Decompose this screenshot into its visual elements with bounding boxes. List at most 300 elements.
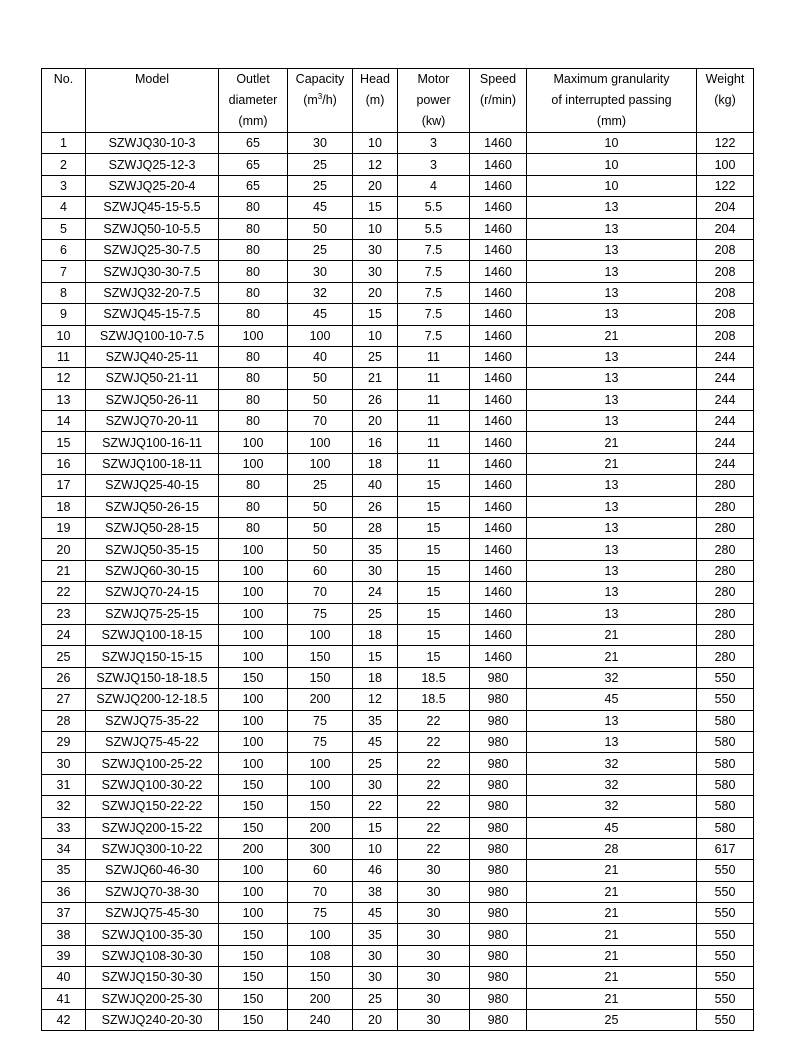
cell-max-granularity: 21 <box>527 945 697 966</box>
cell-speed: 1460 <box>470 175 527 196</box>
table-row <box>42 560 754 581</box>
cell-weight: 244 <box>697 346 754 367</box>
cell-outlet-diameter: 80 <box>219 282 288 303</box>
cell-no: 19 <box>42 518 86 539</box>
table-row <box>42 796 754 817</box>
cell-head: 30 <box>353 560 398 581</box>
cell-motor-power: 7.5 <box>398 261 470 282</box>
cell-weight: 208 <box>697 325 754 346</box>
cell-motor-power: 22 <box>398 731 470 752</box>
cell-no: 13 <box>42 389 86 410</box>
cell-model: SZWJQ75-45-30 <box>86 903 219 924</box>
cell-no: 14 <box>42 411 86 432</box>
cell-speed: 1460 <box>470 646 527 667</box>
cell-outlet-diameter: 100 <box>219 710 288 731</box>
cell-max-granularity: 21 <box>527 860 697 881</box>
cell-model: SZWJQ60-46-30 <box>86 860 219 881</box>
cell-capacity: 32 <box>288 282 353 303</box>
cell-no: 17 <box>42 475 86 496</box>
table-row <box>42 453 754 474</box>
table-row <box>42 261 754 282</box>
cell-capacity: 50 <box>288 218 353 239</box>
cell-motor-power: 30 <box>398 988 470 1009</box>
cell-max-granularity: 21 <box>527 624 697 645</box>
table-row <box>42 667 754 688</box>
cell-speed: 980 <box>470 881 527 902</box>
cell-max-granularity: 13 <box>527 475 697 496</box>
cell-no: 2 <box>42 154 86 175</box>
cell-weight: 280 <box>697 539 754 560</box>
cell-max-granularity: 13 <box>527 496 697 517</box>
cell-model: SZWJQ150-18-18.5 <box>86 667 219 688</box>
cell-no: 34 <box>42 838 86 859</box>
cell-outlet-diameter: 80 <box>219 389 288 410</box>
cell-head: 30 <box>353 967 398 988</box>
cell-head: 35 <box>353 710 398 731</box>
cell-model: SZWJQ50-26-15 <box>86 496 219 517</box>
table-row <box>42 239 754 260</box>
cell-head: 20 <box>353 411 398 432</box>
cell-model: SZWJQ100-18-11 <box>86 453 219 474</box>
cell-capacity: 70 <box>288 582 353 603</box>
cell-outlet-diameter: 150 <box>219 945 288 966</box>
cell-head: 20 <box>353 282 398 303</box>
header-head <box>353 69 398 133</box>
cell-max-granularity: 10 <box>527 133 697 154</box>
cell-capacity: 50 <box>288 389 353 410</box>
cell-motor-power: 7.5 <box>398 304 470 325</box>
cell-no: 22 <box>42 582 86 603</box>
cell-model: SZWJQ50-21-11 <box>86 368 219 389</box>
cell-capacity: 25 <box>288 175 353 196</box>
cell-head: 30 <box>353 945 398 966</box>
cell-capacity: 100 <box>288 924 353 945</box>
cell-motor-power: 30 <box>398 860 470 881</box>
cell-no: 38 <box>42 924 86 945</box>
cell-weight: 580 <box>697 731 754 752</box>
cell-capacity: 100 <box>288 774 353 795</box>
cell-weight: 244 <box>697 411 754 432</box>
cell-outlet-diameter: 80 <box>219 261 288 282</box>
cell-max-granularity: 21 <box>527 924 697 945</box>
cell-no: 3 <box>42 175 86 196</box>
cell-model: SZWJQ150-22-22 <box>86 796 219 817</box>
cell-outlet-diameter: 100 <box>219 453 288 474</box>
cell-head: 22 <box>353 796 398 817</box>
table-body <box>42 133 754 1031</box>
cell-model: SZWJQ100-25-22 <box>86 753 219 774</box>
cell-head: 15 <box>353 817 398 838</box>
table-row <box>42 582 754 603</box>
cell-outlet-diameter: 100 <box>219 432 288 453</box>
table-row <box>42 945 754 966</box>
header-weight-line-2: (kg) <box>714 93 736 107</box>
cell-head: 25 <box>353 753 398 774</box>
cell-weight: 244 <box>697 389 754 410</box>
cell-motor-power: 3 <box>398 154 470 175</box>
cell-motor-power: 22 <box>398 838 470 859</box>
table-row <box>42 496 754 517</box>
cell-capacity: 45 <box>288 197 353 218</box>
cell-weight: 550 <box>697 988 754 1009</box>
cell-max-granularity: 13 <box>527 731 697 752</box>
header-capacity <box>288 69 353 133</box>
cell-motor-power: 3 <box>398 133 470 154</box>
table-row <box>42 860 754 881</box>
capacity-unit-tail: /h) <box>322 93 337 107</box>
cell-capacity: 100 <box>288 453 353 474</box>
cell-capacity: 200 <box>288 988 353 1009</box>
cell-outlet-diameter: 100 <box>219 624 288 645</box>
cell-motor-power: 7.5 <box>398 325 470 346</box>
cell-weight: 550 <box>697 667 754 688</box>
cell-weight: 280 <box>697 603 754 624</box>
cell-outlet-diameter: 100 <box>219 603 288 624</box>
cell-head: 16 <box>353 432 398 453</box>
cell-capacity: 300 <box>288 838 353 859</box>
cell-outlet-diameter: 80 <box>219 218 288 239</box>
cell-weight: 280 <box>697 646 754 667</box>
cell-head: 10 <box>353 325 398 346</box>
cell-speed: 1460 <box>470 239 527 260</box>
header-granularity-line-1: Maximum granularity <box>553 72 670 86</box>
cell-capacity: 100 <box>288 753 353 774</box>
cell-head: 18 <box>353 624 398 645</box>
cell-capacity: 25 <box>288 239 353 260</box>
cell-weight: 280 <box>697 582 754 603</box>
table-row <box>42 518 754 539</box>
cell-capacity: 240 <box>288 1010 353 1031</box>
cell-head: 24 <box>353 582 398 603</box>
cell-no: 41 <box>42 988 86 1009</box>
cell-no: 27 <box>42 689 86 710</box>
table-row <box>42 282 754 303</box>
cell-model: SZWJQ70-38-30 <box>86 881 219 902</box>
cell-motor-power: 11 <box>398 389 470 410</box>
cell-no: 24 <box>42 624 86 645</box>
header-granularity-line-3: (mm) <box>596 114 627 128</box>
cell-no: 10 <box>42 325 86 346</box>
cell-weight: 580 <box>697 817 754 838</box>
cell-weight: 280 <box>697 518 754 539</box>
cell-max-granularity: 13 <box>527 304 697 325</box>
cell-outlet-diameter: 80 <box>219 368 288 389</box>
cell-max-granularity: 13 <box>527 603 697 624</box>
cell-weight: 244 <box>697 368 754 389</box>
cell-capacity: 100 <box>288 325 353 346</box>
cell-weight: 244 <box>697 432 754 453</box>
cell-speed: 980 <box>470 817 527 838</box>
cell-weight: 208 <box>697 239 754 260</box>
cell-model: SZWJQ40-25-11 <box>86 346 219 367</box>
cell-weight: 208 <box>697 261 754 282</box>
cell-outlet-diameter: 150 <box>219 988 288 1009</box>
table-row <box>42 346 754 367</box>
cell-capacity: 200 <box>288 689 353 710</box>
cell-no: 23 <box>42 603 86 624</box>
cell-weight: 208 <box>697 304 754 325</box>
cell-no: 33 <box>42 817 86 838</box>
cell-capacity: 25 <box>288 475 353 496</box>
cell-head: 20 <box>353 175 398 196</box>
cell-speed: 1460 <box>470 389 527 410</box>
cell-outlet-diameter: 150 <box>219 924 288 945</box>
cell-weight: 550 <box>697 924 754 945</box>
header-motor-line-1: Motor <box>417 72 450 86</box>
table-row <box>42 368 754 389</box>
cell-motor-power: 15 <box>398 539 470 560</box>
cell-motor-power: 7.5 <box>398 282 470 303</box>
capacity-unit-base: (m <box>303 93 318 107</box>
table-row <box>42 1010 754 1031</box>
cell-no: 9 <box>42 304 86 325</box>
table-row <box>42 731 754 752</box>
cell-motor-power: 30 <box>398 881 470 902</box>
cell-speed: 1460 <box>470 133 527 154</box>
header-weight <box>697 69 754 133</box>
cell-capacity: 75 <box>288 710 353 731</box>
cell-capacity: 50 <box>288 539 353 560</box>
cell-weight: 550 <box>697 903 754 924</box>
cell-no: 31 <box>42 774 86 795</box>
cell-speed: 980 <box>470 667 527 688</box>
cell-model: SZWJQ200-15-22 <box>86 817 219 838</box>
cell-model: SZWJQ25-12-3 <box>86 154 219 175</box>
cell-max-granularity: 13 <box>527 368 697 389</box>
table-row <box>42 539 754 560</box>
cell-weight: 122 <box>697 133 754 154</box>
cell-head: 10 <box>353 218 398 239</box>
cell-capacity: 150 <box>288 967 353 988</box>
cell-no: 18 <box>42 496 86 517</box>
table-row <box>42 817 754 838</box>
cell-weight: 617 <box>697 838 754 859</box>
cell-head: 10 <box>353 133 398 154</box>
cell-head: 18 <box>353 453 398 474</box>
cell-capacity: 150 <box>288 796 353 817</box>
cell-head: 40 <box>353 475 398 496</box>
cell-max-granularity: 21 <box>527 325 697 346</box>
table-row <box>42 924 754 945</box>
cell-no: 40 <box>42 967 86 988</box>
cell-head: 46 <box>353 860 398 881</box>
cell-outlet-diameter: 65 <box>219 175 288 196</box>
header-motor-line-2: power <box>416 93 451 107</box>
cell-outlet-diameter: 80 <box>219 239 288 260</box>
cell-motor-power: 15 <box>398 475 470 496</box>
cell-outlet-diameter: 100 <box>219 731 288 752</box>
cell-no: 39 <box>42 945 86 966</box>
cell-model: SZWJQ200-25-30 <box>86 988 219 1009</box>
cell-capacity: 50 <box>288 368 353 389</box>
cell-max-granularity: 21 <box>527 967 697 988</box>
cell-motor-power: 15 <box>398 646 470 667</box>
cell-motor-power: 30 <box>398 967 470 988</box>
cell-max-granularity: 10 <box>527 154 697 175</box>
cell-speed: 1460 <box>470 539 527 560</box>
cell-model: SZWJQ150-15-15 <box>86 646 219 667</box>
cell-model: SZWJQ50-35-15 <box>86 539 219 560</box>
cell-motor-power: 11 <box>398 432 470 453</box>
cell-model: SZWJQ25-30-7.5 <box>86 239 219 260</box>
cell-motor-power: 22 <box>398 817 470 838</box>
cell-head: 28 <box>353 518 398 539</box>
cell-outlet-diameter: 100 <box>219 560 288 581</box>
cell-outlet-diameter: 100 <box>219 646 288 667</box>
table-row <box>42 967 754 988</box>
cell-weight: 550 <box>697 945 754 966</box>
cell-speed: 1460 <box>470 453 527 474</box>
cell-max-granularity: 13 <box>527 389 697 410</box>
cell-speed: 980 <box>470 903 527 924</box>
cell-model: SZWJQ100-10-7.5 <box>86 325 219 346</box>
cell-no: 8 <box>42 282 86 303</box>
cell-outlet-diameter: 150 <box>219 796 288 817</box>
cell-max-granularity: 13 <box>527 197 697 218</box>
cell-model: SZWJQ25-20-4 <box>86 175 219 196</box>
cell-model: SZWJQ108-30-30 <box>86 945 219 966</box>
cell-speed: 980 <box>470 924 527 945</box>
cell-outlet-diameter: 100 <box>219 881 288 902</box>
table-row <box>42 218 754 239</box>
cell-motor-power: 30 <box>398 1010 470 1031</box>
header-speed-line-1: Speed <box>479 72 517 86</box>
cell-weight: 550 <box>697 967 754 988</box>
cell-max-granularity: 13 <box>527 218 697 239</box>
cell-speed: 1460 <box>470 197 527 218</box>
header-outlet-line-1: Outlet <box>236 72 270 86</box>
cell-head: 20 <box>353 1010 398 1031</box>
table-row <box>42 624 754 645</box>
cell-model: SZWJQ50-10-5.5 <box>86 218 219 239</box>
cell-max-granularity: 32 <box>527 796 697 817</box>
cell-speed: 1460 <box>470 282 527 303</box>
cell-speed: 980 <box>470 710 527 731</box>
cell-no: 32 <box>42 796 86 817</box>
cell-max-granularity: 13 <box>527 282 697 303</box>
cell-max-granularity: 21 <box>527 453 697 474</box>
cell-model: SZWJQ75-25-15 <box>86 603 219 624</box>
cell-max-granularity: 13 <box>527 261 697 282</box>
cell-max-granularity: 25 <box>527 1010 697 1031</box>
cell-model: SZWJQ45-15-5.5 <box>86 197 219 218</box>
header-motor-power <box>398 69 470 133</box>
cell-max-granularity: 13 <box>527 411 697 432</box>
cell-speed: 980 <box>470 1010 527 1031</box>
cell-speed: 980 <box>470 967 527 988</box>
cell-model: SZWJQ100-35-30 <box>86 924 219 945</box>
cell-speed: 980 <box>470 838 527 859</box>
table-row <box>42 753 754 774</box>
cell-model: SZWJQ50-26-11 <box>86 389 219 410</box>
cell-no: 21 <box>42 560 86 581</box>
cell-no: 25 <box>42 646 86 667</box>
header-row <box>42 69 754 133</box>
cell-outlet-diameter: 100 <box>219 325 288 346</box>
table-row <box>42 304 754 325</box>
cell-head: 38 <box>353 881 398 902</box>
header-motor-line-3: (kw) <box>421 114 446 128</box>
cell-head: 15 <box>353 304 398 325</box>
table-row <box>42 710 754 731</box>
cell-capacity: 60 <box>288 560 353 581</box>
cell-outlet-diameter: 150 <box>219 667 288 688</box>
cell-max-granularity: 32 <box>527 753 697 774</box>
table-row <box>42 175 754 196</box>
cell-speed: 1460 <box>470 154 527 175</box>
cell-head: 15 <box>353 197 398 218</box>
cell-motor-power: 4 <box>398 175 470 196</box>
cell-model: SZWJQ70-24-15 <box>86 582 219 603</box>
header-model <box>86 69 219 133</box>
cell-model: SZWJQ32-20-7.5 <box>86 282 219 303</box>
cell-weight: 204 <box>697 197 754 218</box>
cell-outlet-diameter: 80 <box>219 411 288 432</box>
header-model-line: Model <box>134 72 170 86</box>
cell-outlet-diameter: 80 <box>219 197 288 218</box>
table-row <box>42 603 754 624</box>
cell-motor-power: 22 <box>398 753 470 774</box>
cell-motor-power: 22 <box>398 796 470 817</box>
cell-outlet-diameter: 150 <box>219 774 288 795</box>
cell-model: SZWJQ50-28-15 <box>86 518 219 539</box>
cell-motor-power: 5.5 <box>398 218 470 239</box>
cell-model: SZWJQ60-30-15 <box>86 560 219 581</box>
table-row <box>42 903 754 924</box>
cell-no: 4 <box>42 197 86 218</box>
cell-max-granularity: 45 <box>527 817 697 838</box>
cell-model: SZWJQ300-10-22 <box>86 838 219 859</box>
cell-model: SZWJQ200-12-18.5 <box>86 689 219 710</box>
header-speed <box>470 69 527 133</box>
cell-motor-power: 22 <box>398 710 470 731</box>
cell-no: 30 <box>42 753 86 774</box>
cell-model: SZWJQ30-30-7.5 <box>86 261 219 282</box>
cell-capacity: 70 <box>288 411 353 432</box>
header-outlet-diameter <box>219 69 288 133</box>
cell-no: 15 <box>42 432 86 453</box>
cell-model: SZWJQ100-30-22 <box>86 774 219 795</box>
pump-spec-table <box>41 68 754 1031</box>
cell-head: 21 <box>353 368 398 389</box>
cell-capacity: 50 <box>288 518 353 539</box>
cell-model: SZWJQ70-20-11 <box>86 411 219 432</box>
cell-speed: 980 <box>470 988 527 1009</box>
cell-motor-power: 15 <box>398 582 470 603</box>
cell-motor-power: 18.5 <box>398 689 470 710</box>
cell-speed: 980 <box>470 689 527 710</box>
cell-speed: 1460 <box>470 304 527 325</box>
cell-head: 30 <box>353 239 398 260</box>
cell-speed: 1460 <box>470 582 527 603</box>
cell-no: 28 <box>42 710 86 731</box>
cell-motor-power: 11 <box>398 346 470 367</box>
cell-no: 36 <box>42 881 86 902</box>
table-row <box>42 389 754 410</box>
header-outlet-line-3: (mm) <box>238 114 268 128</box>
cell-speed: 980 <box>470 731 527 752</box>
cell-no: 26 <box>42 667 86 688</box>
cell-weight: 580 <box>697 753 754 774</box>
table-row <box>42 838 754 859</box>
cell-max-granularity: 45 <box>527 689 697 710</box>
cell-outlet-diameter: 80 <box>219 496 288 517</box>
cell-capacity: 30 <box>288 133 353 154</box>
cell-outlet-diameter: 65 <box>219 154 288 175</box>
cell-head: 12 <box>353 689 398 710</box>
cell-capacity: 75 <box>288 731 353 752</box>
cell-capacity: 70 <box>288 881 353 902</box>
